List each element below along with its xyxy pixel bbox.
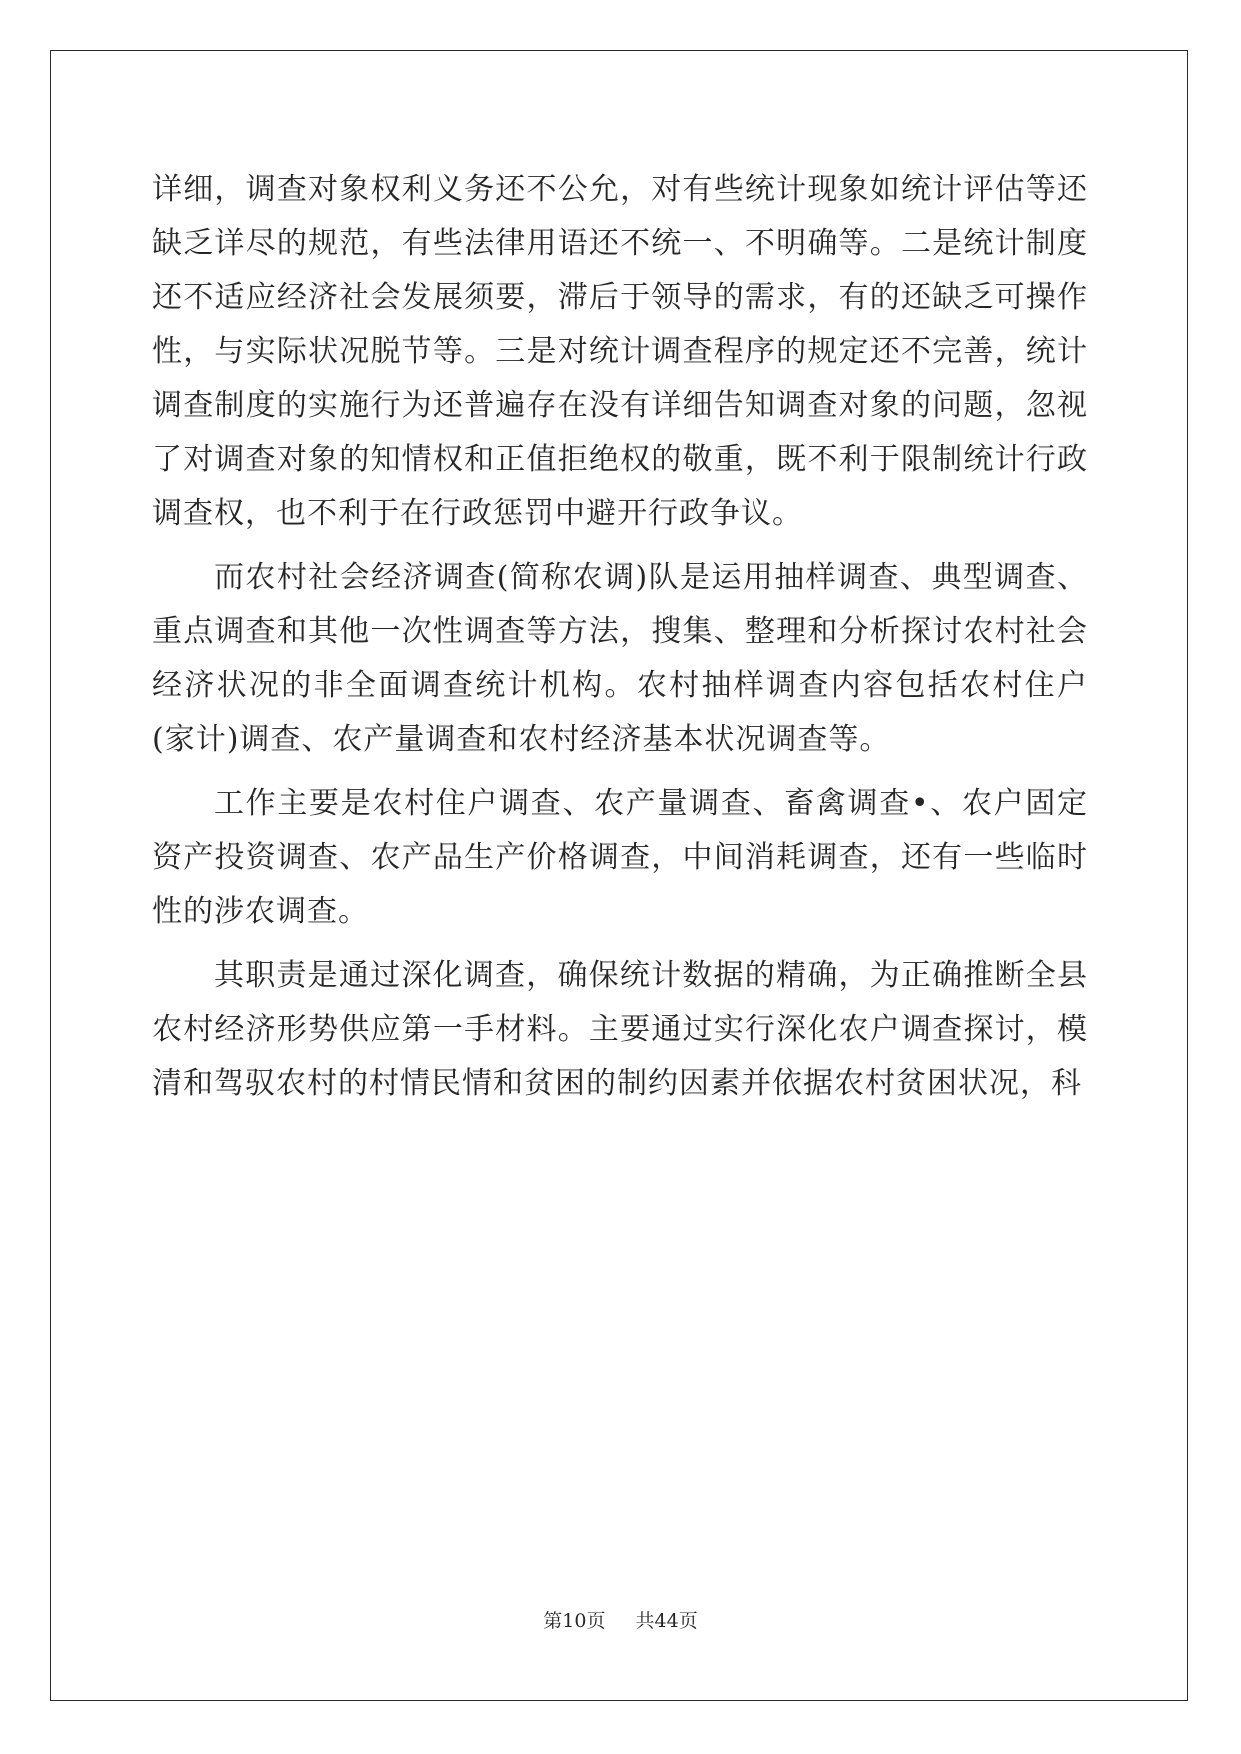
document-body — [152, 163, 1088, 1121]
page-footer — [0, 1606, 1241, 1633]
paragraph-3: 工作主要是农村住户调查、农产量调查、畜禽调查•、农户固定资产投资调查、农产品生产价格调查，中间消耗调查，还有一些临时性的涉农调查。 — [152, 786, 1088, 929]
paragraph-1: 详细，调查对象权利义务还不公允，对有些统计现象如统计评估等还缺乏详尽的规范，有些法律用语还不统一、不明确等。二是统计制度还不适应经济社会发展须要，滞后于领导的需求，有的还缺乏可操作性，与实际状况脱节等。三是对统计调查程序的规定还不完善，统计调查制度的实施行为还普遍存在没有详细告知调查对象的问题，忽视了对调查对象的知情权和正值拒绝权的敬重，既不利于限制统计行政调查权，也不利于在行政惩罚中避开行政争议。 — [152, 172, 1088, 531]
page-number: 第10页 — [543, 1610, 606, 1632]
page-total: 共44页 — [635, 1610, 698, 1632]
paragraph-4: 其职责是通过深化调查，确保统计数据的精确，为正确推断全县农村经济形势供应第一手材料。主要通过实行深化农户调查探讨，模清和驾驭农村的村情民情和贫困的制约因素并依据农村贫困状况，科 — [152, 958, 1088, 1101]
paragraph-2: 而农村社会经济调查(简称农调)队是运用抽样调查、典型调查、重点调查和其他一次性调查等方法，搜集、整理和分析探讨农村社会经济状况的非全面调查统计机构。农村抽样调查内容包括农村住户(家计)调查、农产量调查和农村经济基本状况调查等。 — [152, 560, 1088, 757]
